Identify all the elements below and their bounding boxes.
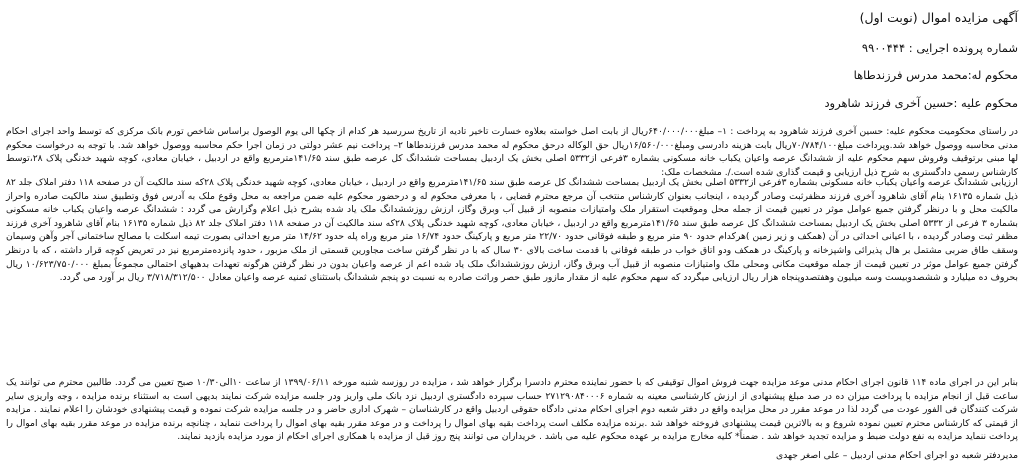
judgment-paragraph: در راستای محکومیت محکوم علیه: حسین آخری فرزند شاهرود به پرداخت : ۱– مبلغ۶۴۰/۰۰۰/۰۰۰ریال از بابت اصل خواسته بعلاوه خسارت تاخیر تادیه از تاریخ سررسید هر کدام از چکها الی یوم الوصول براساس شاخص تورم بانک مرکزی که توسط واحد اجرای احکام مدنی محاسبه ووصول خواهد شد.وپرداخت مبلغ۷۰/۷۸۴/۱۰۰ریال بابت هزینه دادرسی ومبلغ۱۶/۵۶۰/۰۰۰ریال حق الوکاله درحق محکوم له محمد مدرس فرزندطاها ۲– پرداخت نیم عشر دولتی در زمان اجرا حکم محاسبه ووصول خواهد شد. با توجه به درخواست محکوم لها مبنی برتوقیف وفروش سهم محکوم علیه از ششدانگ عرصه واعیان یکباب خانه مسکونی بشماره ۳فرعی از۵۳۳۲ اصلی بخش یک اردبیل بمساحت ششدانگ کل عرصه طبق سند ۱۴۱/۶۵مترمربع واقع در اردبیل ، خیابان معادی، کوچه شهید خدنگی پلاک ۲۸،توسط کارشناس رسمی دادگستری به شرح ذیل ارزیابی و قیمت گذاری شده است./. مشخصات ملک:: [6, 126, 1018, 178]
defendant-line: محکوم علیه :حسین آخری فرزند شاهرود: [824, 96, 1018, 110]
plaintiff-line: محکوم له:محمد مدرس فرزندطاها: [853, 68, 1018, 82]
signature-line: مدیردفتر شعبه دو اجرای احکام مدنی اردبیل – علی اصغر جهدی: [776, 450, 1018, 461]
valuation-paragraph: ارزیابی ششدانگ عرصه واعیان یکباب خانه مسکونی بشماره ۳فرعی از۵۳۳۲ اصلی بخش یک اردبیل بمساحت ششدانگ کل عرصه طبق سند ۱۴۱/۶۵مترمربع واقع در اردبیل ، خیابان معادی، کوچه شهید خدنگی پلاک ۲۸که سند مالکیت آن در صفحه ۱۱۸ دفتر املاک جلد ۸۲ ذیل شماره ۱۶۱۳۵ بنام آقای شاهرود آخری فرزند مظفرثبت وصادر گردیده ، اینجانب بعنوان کارشناس منتخب آن مرجع محترم قضایی ، با معرفی محکوم له و درحضور محکوم علیه ضمن مراجعه به محل وقوع ملک به آدرس فوق وتطبیق سند مالکیت صادره واحراز مالکیت محل و با درنظر گرفتن جمیع عوامل موثر در تعیین قیمت از جمله محل وموقعیت استقرار ملک وامتیازات منصوبه از قبیل آب وبرق وگاز، ارزش روزششدانگ ملک یاد شده بشرح ذیل اعلام وگزارش می گردد : ششدانگ عرصه واعیان یکباب خانه مسکونی بشماره ۳ فرعی از ۵۳۳۲ اصلی بخش یک اردبیل بمساحت ششدانگ کل عرصه طبق سند ۱۴۱/۶۵مترمربع واقع در اردبیل ، خیابان معادی، کوچه شهید خدنگی پلاک ۲۸که سند مالکیت آن در صفحه ۱۱۸ دفتر املاک جلد ۸۲ ذیل شماره ۱۶۱۳۵ بنام آقای شاهرود آخری فرزند مظفر ثبت وصادر گردیده ، با اعیانی احداثی در آن (همکف و زیر زمین )هرکدام حدود ۹۰ متر مربع و طبقه فوقانی حدود ۲۲/۷۰ متر مربع و پارکینگ حدود ۱۶/۷۴ متر مربع وراه پله حدود ۱۴/۶۲ متر مربع احداثی بصورت تیمه اسکلت با مصالح ساختمانی آجر وآهن وسیمان وسقف طاق ضربی مشتمل بر هال پذیرائی واشپزخانه و پارکینگ در همکف ودو اتاق خواب در طبقه فوقانی با قدمت ساخت بالای ۳۰ سال که با در نظر گرفتن ساخت مجاورین قسمتی از ملک مزبور ، حدود پانزده‌مترمربع نیز در تعریض کوچه قرار داشته ، که با درنظر گرفتن جمیع عوامل موثر در تعیین قیمت از جمله موقعیت مکانی ومحلی ملک وامتیازات منصوبه از قبیل آب وبرق وگاز، ارزش روزششدانگ ملک یاد شده اعم از عرصه واعیان بدون در نظر گرفتن هرگونه تعهدات بدهیهای احتمالی مجموعاً بمبلغ ۱۰/۶۲۳/۷۵۰/۰۰۰ ریال بحروف ده میلیارد و ششصدوبیست وسه میلیون وهفتصدوپنجاه هزار ریال ارزیابی میگردد که سهم محکوم علیه از مقدار مازور طبق حصر وراثت صادره به نسبت دو پنجم ششدانگ باستثنای ثمنیه عرصه واعیان معادل ۳/۷۱۸/۳۱۲/۵۰۰ ریال بر آورد می گردد.: [6, 177, 1019, 284]
auction-terms-paragraph: بنابر این در اجرای ماده ۱۱۴ قانون اجرای احکام مدنی موعد مزایده جهت فروش اموال توقیفی که با حضور نماینده محترم دادسرا برگزار خواهد شد ، مزایده در روزسه شنبه مورخه ۱۳۹۹/۰۶/۱۱ از ساعت ۱۰الی۱۰/۳۰ صبح تعیین می گردد. طالبین محترم می توانند یک ساعت قبل از انجام مزایده با پرداخت میزان ده در صد مبلغ پیشنهادی از ارزش کارشناسی معینه به شماره ۲۷۱۲۹۰۸۴۰۰۰۶ حساب سپرده دادگستری اردبیل نزد بانک ملی واریز ودر جلسه مزایده شرکت نمایند بدیهی است به استثناء برنده مزایده ، وجه واریزی سایر شرکت کنندگان فی الفور عودت می گردد لذا در موعد مقرر در محل مزایده واقع در دفتر شعبه دوم اجرای احکام مدنی دادگاه حقوقی اردبیل واقع در کارشناسان – شهرک اداری حاضر و در جلسه مزایده شرکت نموده و قیمت پیشنهادی خودشان را اعلام نمایند . مزایده از قیمتی که کارشناس محترم تعیین نموده شروع و به بالاترین قیمت پیشنهادی فروخته خواهد شد .برنده مزایده مکلف است پرداخت بقیه بهای اموال را پرداخت و در موعد مقرر بقیه بهای اموال را پرداخت ننماید ، چنانچه برنده مزایده در موعد مقرر بقیه بهای اموال را پرداخت ننماید مزایده به نفع دولت ضبط و مزایده تجدید خواهد شد . ضمناً* کلیه مخارج مزایده بر عهده محکوم علیه می باشد . خریداران می توانند پنج روز قبل از مزایده با همکاری اجرای احکام از مورد مزایده بازدید نمایند.: [6, 377, 1018, 443]
case-number: شماره پرونده اجرایی : ۹۹۰۰۴۴۴: [861, 41, 1018, 55]
notice-title: آگهی مزایده اموال (نوبت اول): [859, 10, 1018, 25]
